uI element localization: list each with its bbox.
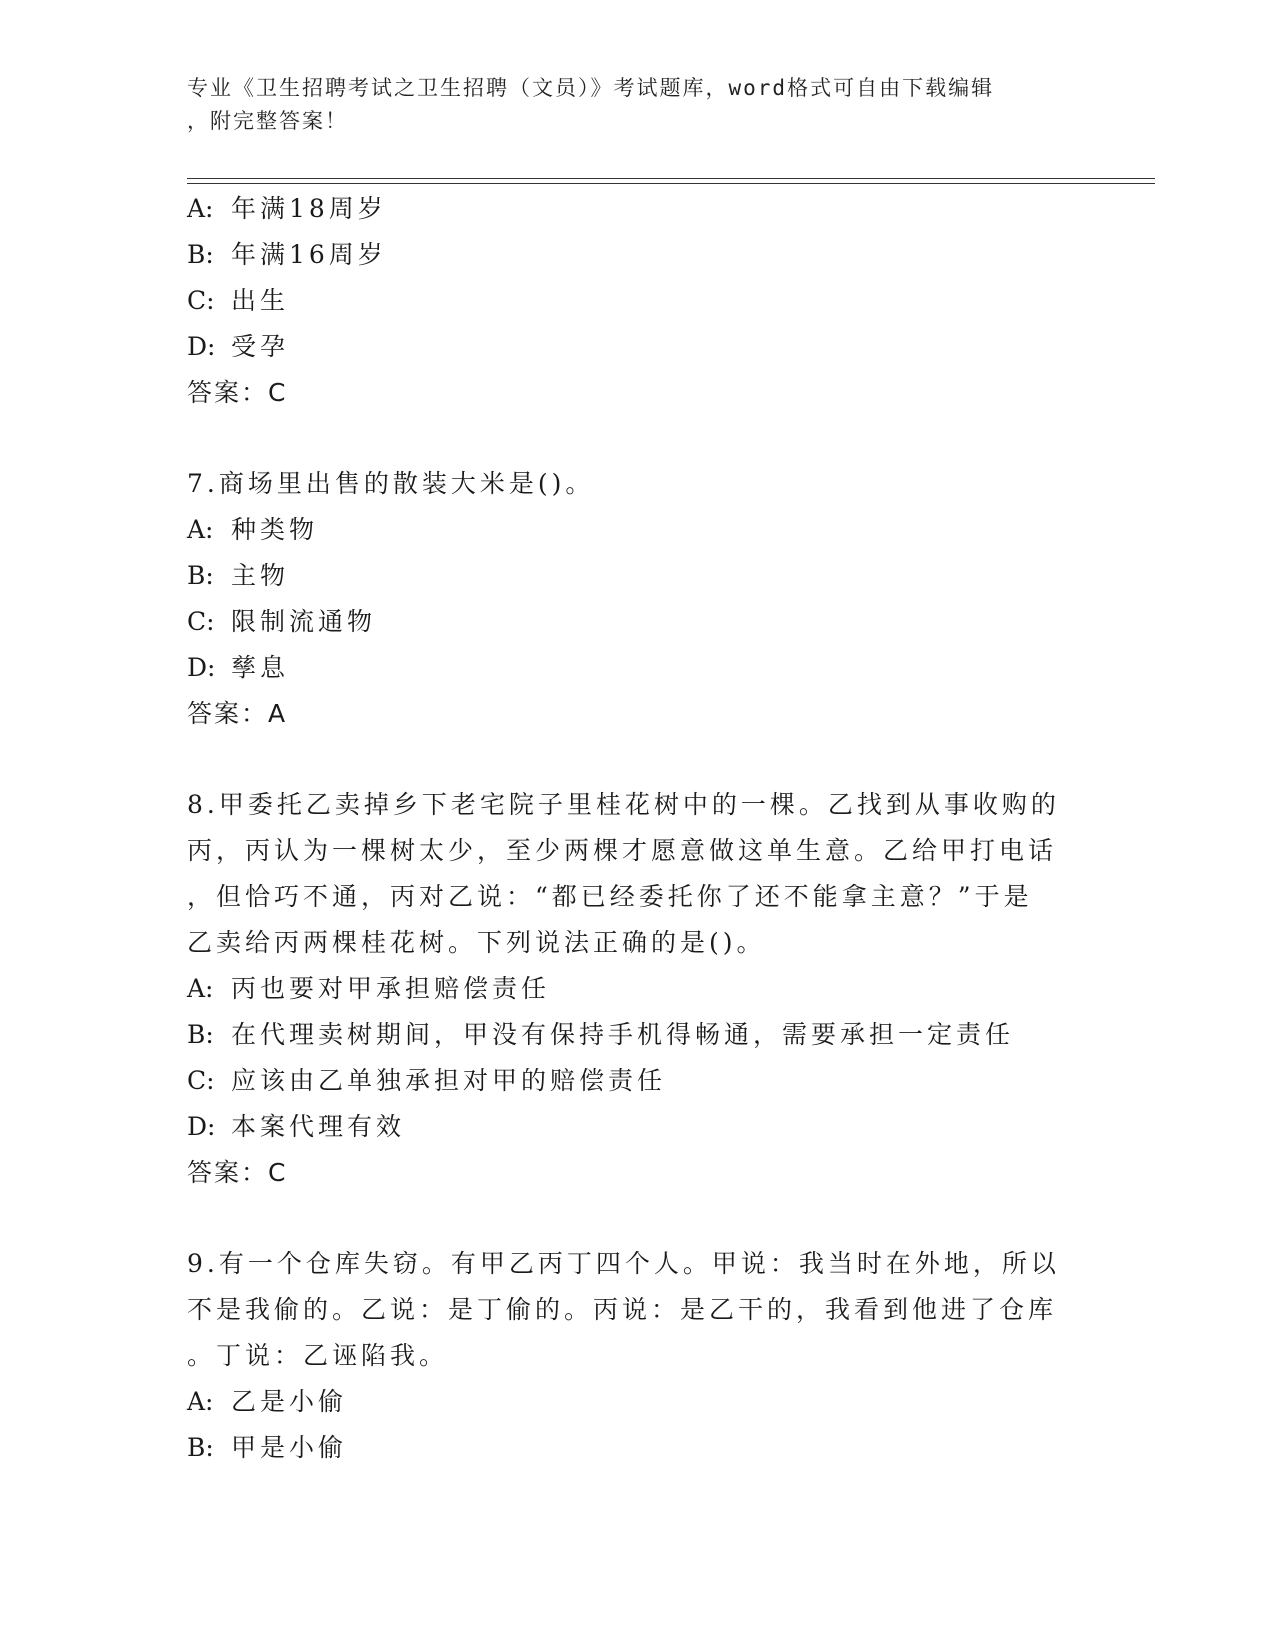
option-b: B: 甲是小偷 [187, 1433, 348, 1462]
answer-line: 答案：C [187, 1158, 288, 1187]
header-line-1: 专业《卫生招聘考试之卫生招聘（文员）》考试题库，word格式可自由下载编辑 [187, 76, 995, 100]
question-text-line-1: 9.有一个仓库失窃。有甲乙丙丁四个人。甲说：我当时在外地，所以 [187, 1249, 1060, 1278]
question-block-7 [187, 461, 1067, 737]
question-text-line-2: 丙，丙认为一棵树太少，至少两棵才愿意做这单生意。乙给甲打电话 [187, 836, 1058, 865]
option-a: A: 种类物 [187, 515, 319, 544]
document-header [187, 72, 1067, 138]
header-line-2: ，附完整答案！ [187, 109, 348, 133]
option-c: C: 出生 [187, 286, 290, 315]
question-block-9 [187, 1241, 1067, 1471]
option-b: B: 在代理卖树期间，甲没有保持手机得畅通，需要承担一定责任 [187, 1020, 1015, 1049]
option-b: B: 年满16周岁 [187, 240, 387, 269]
question-block-6 [187, 186, 1067, 416]
header-divider-top [187, 178, 1155, 179]
question-text-line-2: 不是我偷的。乙说：是丁偷的。丙说：是乙干的，我看到他进了仓库 [187, 1295, 1058, 1324]
question-list [187, 186, 1067, 1471]
option-b: B: 主物 [187, 561, 290, 590]
option-a: A: 丙也要对甲承担赔偿责任 [187, 974, 551, 1003]
question-text-line-4: 乙卖给丙两棵桂花树。下列说法正确的是()。 [187, 928, 766, 957]
option-d: D: 受孕 [187, 332, 290, 361]
option-d: D: 本案代理有效 [187, 1112, 406, 1141]
header-divider-bottom [187, 183, 1155, 184]
option-c: C: 限制流通物 [187, 607, 377, 636]
question-text: 7.商场里出售的散装大米是()。 [187, 469, 595, 498]
question-text-line-3: ，但恰巧不通，丙对乙说：“都已经委托你了还不能拿主意？”于是 [187, 882, 1033, 911]
question-text-line-1: 8.甲委托乙卖掉乡下老宅院子里桂花树中的一棵。乙找到从事收购的 [187, 790, 1060, 819]
option-a: A: 乙是小偷 [187, 1387, 348, 1416]
option-d: D: 孳息 [187, 653, 290, 682]
option-c: C: 应该由乙单独承担对甲的赔偿责任 [187, 1066, 667, 1095]
question-block-8 [187, 782, 1067, 1196]
answer-line: 答案：C [187, 378, 288, 407]
question-text-line-3: 。丁说：乙诬陷我。 [187, 1341, 449, 1370]
option-a: A: 年满18周岁 [187, 194, 387, 223]
answer-line: 答案：A [187, 699, 288, 728]
